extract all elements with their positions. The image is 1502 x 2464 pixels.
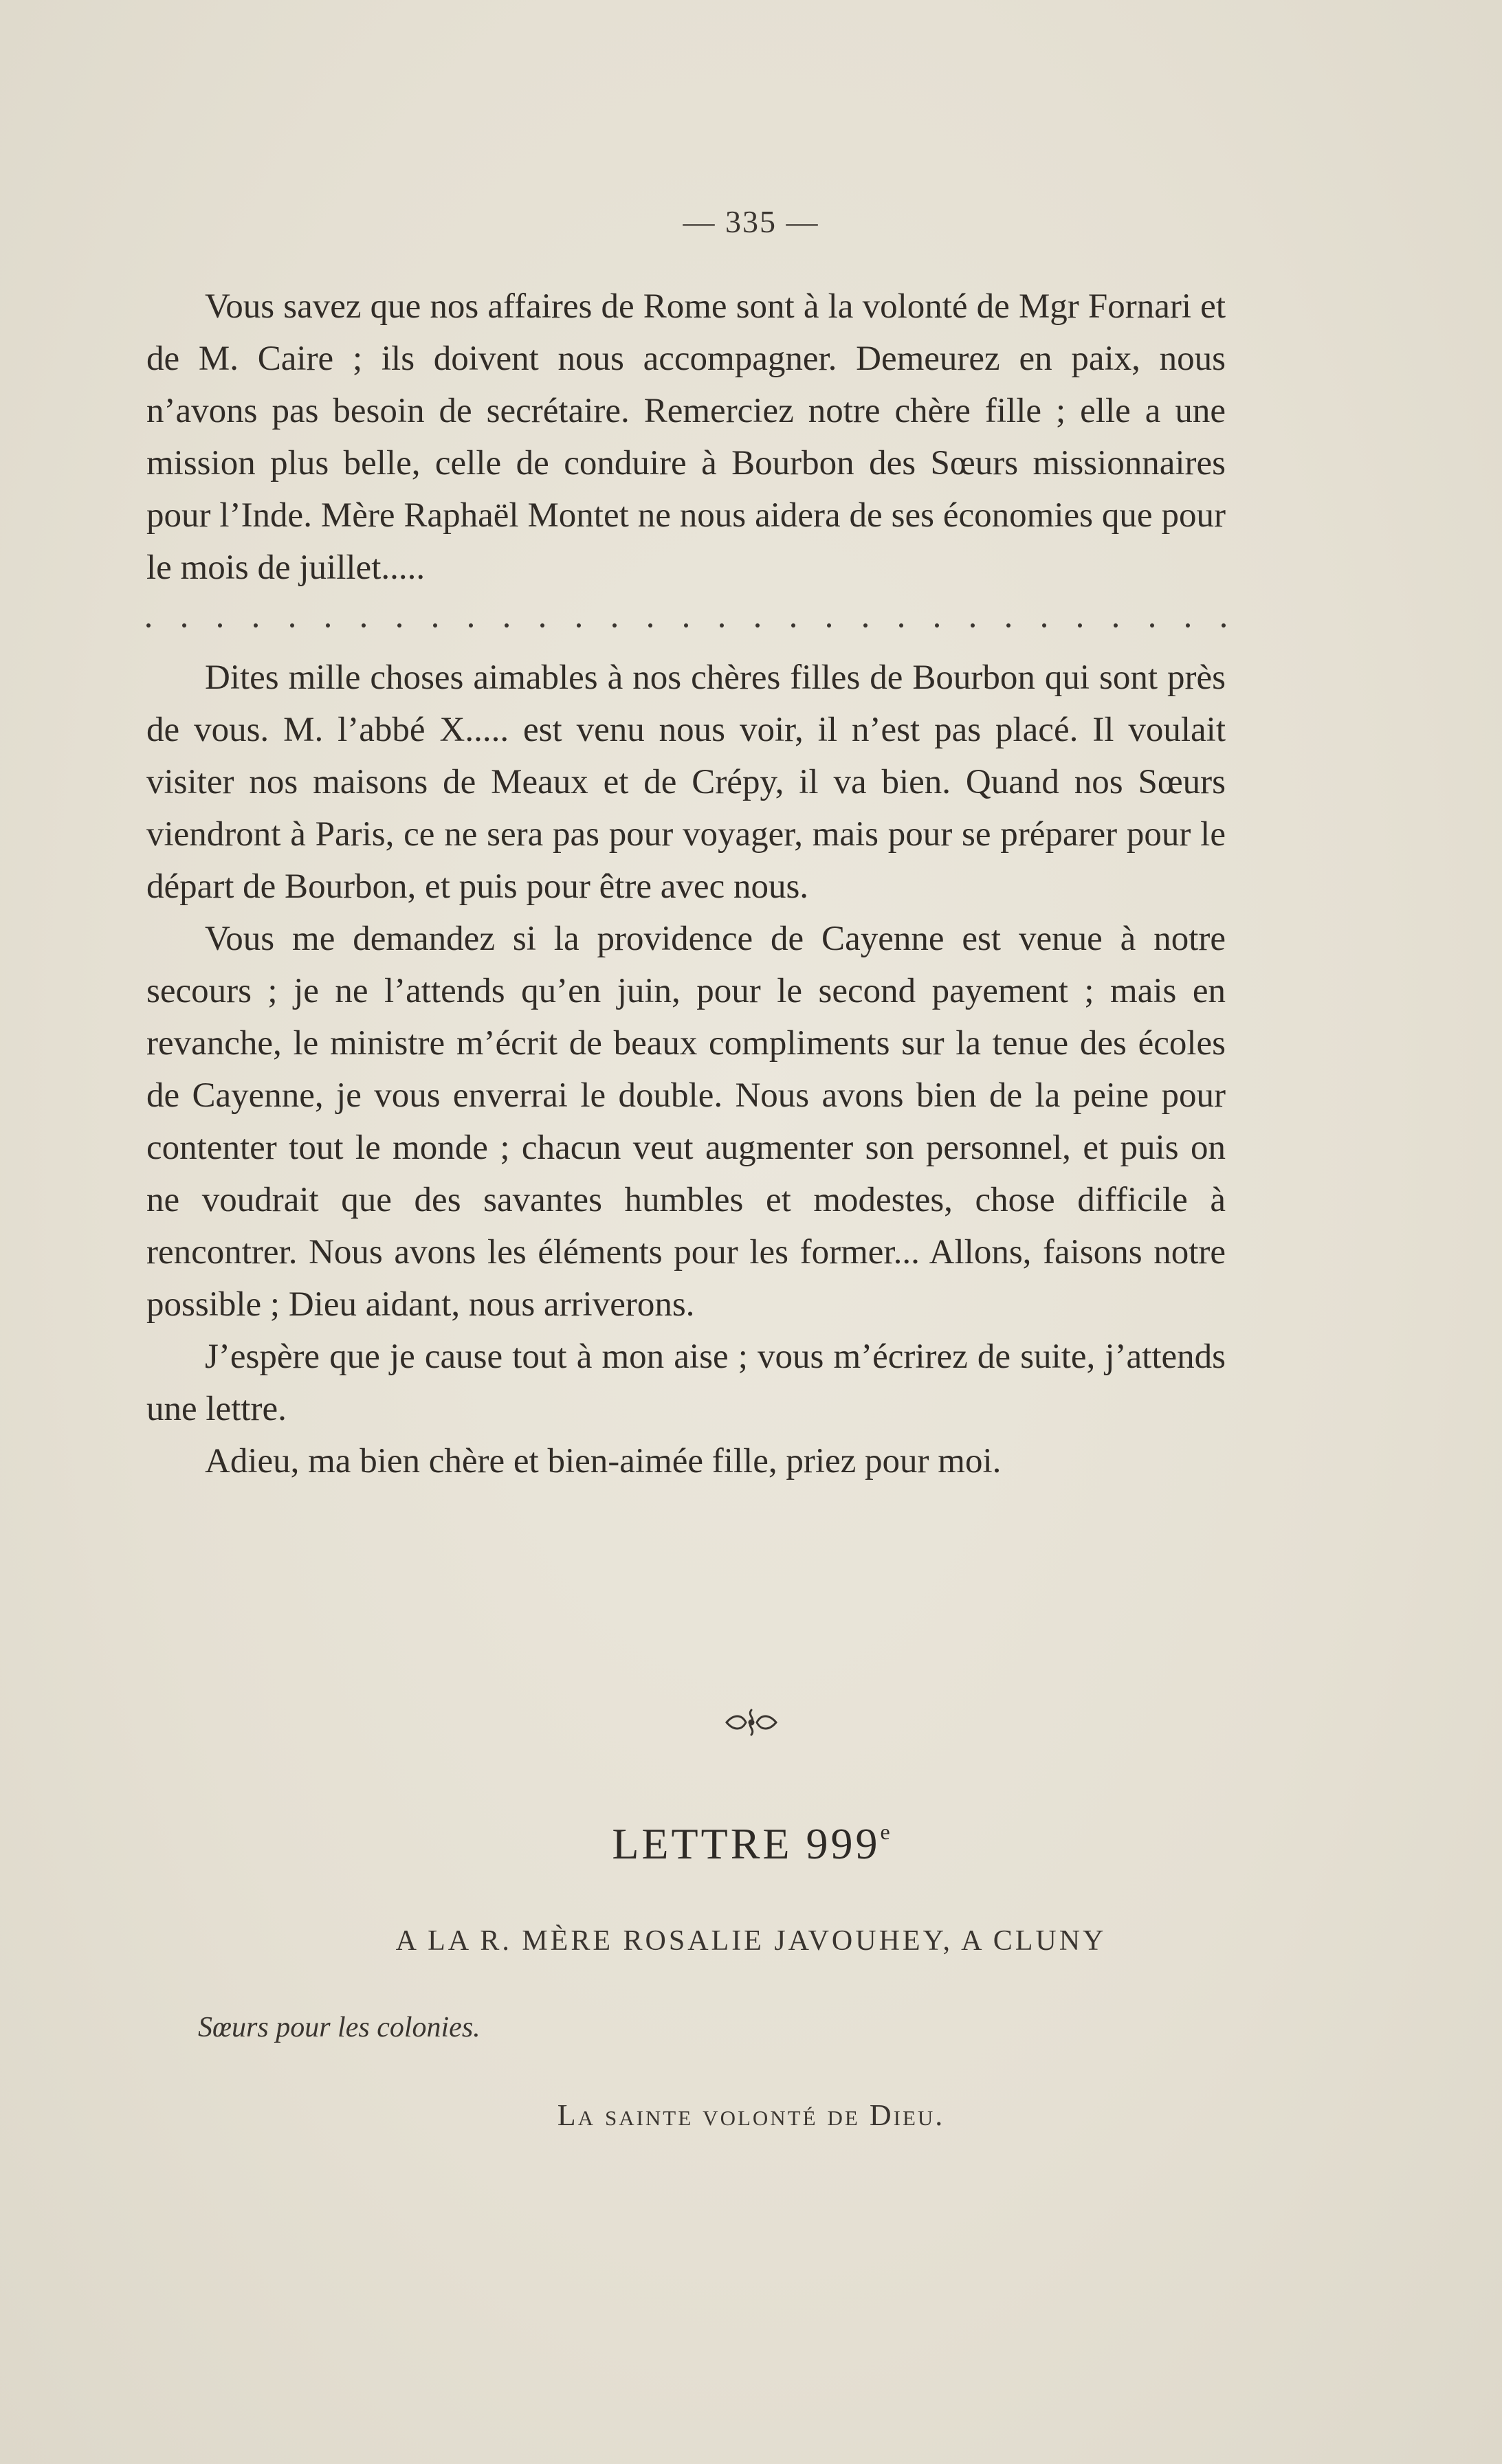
paragraph-rome: Vous savez que nos affaires de Rome sont à la volonté de Mgr Fornari et de M. Caire ; ils doivent nous accompagner. Demeurez en paix, nous n’avons pas besoin de secrétaire. Remerciez notre chère fille ; elle a une mission plus belle, celle de conduire à Bourbon des Sœurs missionnaires pour l’Inde. Mère Raphaël Montet ne nous aidera de ses économies que pour le mois de juillet..... xyxy=(146,287,1226,587)
letter-title xyxy=(0,1819,1502,1869)
letter-subject: Sœurs pour les colonies. xyxy=(198,2012,481,2043)
paragraph-bourbon: Dites mille choses aimables à nos chères filles de Bourbon qui sont près de vous. M. l’abbé X..... est venu nous voir, il n’est pas placé. Il voulait visiter nos maisons de Meaux et de Crépy, il va bien. Quand nos Sœurs viendront à Paris, ce ne sera pas pour voyager, mais pour se préparer pour le départ de Bourbon, et puis pour être avec nous. xyxy=(146,658,1226,906)
paragraph-cayenne: Vous me demandez si la providence de Cayenne est venue à notre secours ; je ne l’attends qu’en juin, pour le second payement ; mais en revanche, le ministre m’écrit de beaux compliments sur la tenue des écoles de Cayenne, je vous enverrai le double. Nous avons bien de la peine pour contenter tout le monde ; chacun veut augmenter son personnel, et puis on ne voudrait que des savantes humbles et modestes, chose difficile à rencontrer. Nous avons les éléments pour les former... Allons, faisons notre possible ; Dieu aidant, nous arriverons. xyxy=(146,920,1226,1324)
letter-body xyxy=(146,280,1226,1487)
ornament-icon xyxy=(0,1707,1502,1738)
letter-addressee: A LA R. MÈRE ROSALIE JAVOUHEY, A CLUNY xyxy=(395,1925,1107,1957)
letter-title-text: LETTRE 999 xyxy=(612,1819,881,1868)
letter-title-suffix: e xyxy=(880,1819,890,1844)
page-number: — 335 — xyxy=(683,204,819,239)
letter-invocation: La sainte volonté de Dieu. xyxy=(557,2098,945,2132)
paragraph-adieu: Adieu, ma bien chère et bien-aimée fille, priez pour moi. xyxy=(205,1442,1002,1480)
paragraph-espere: J’espère que je cause tout à mon aise ; vous m’écrirez de suite, j’attends une lettre. xyxy=(146,1338,1226,1428)
ellipsis-dots-row xyxy=(146,594,1226,652)
